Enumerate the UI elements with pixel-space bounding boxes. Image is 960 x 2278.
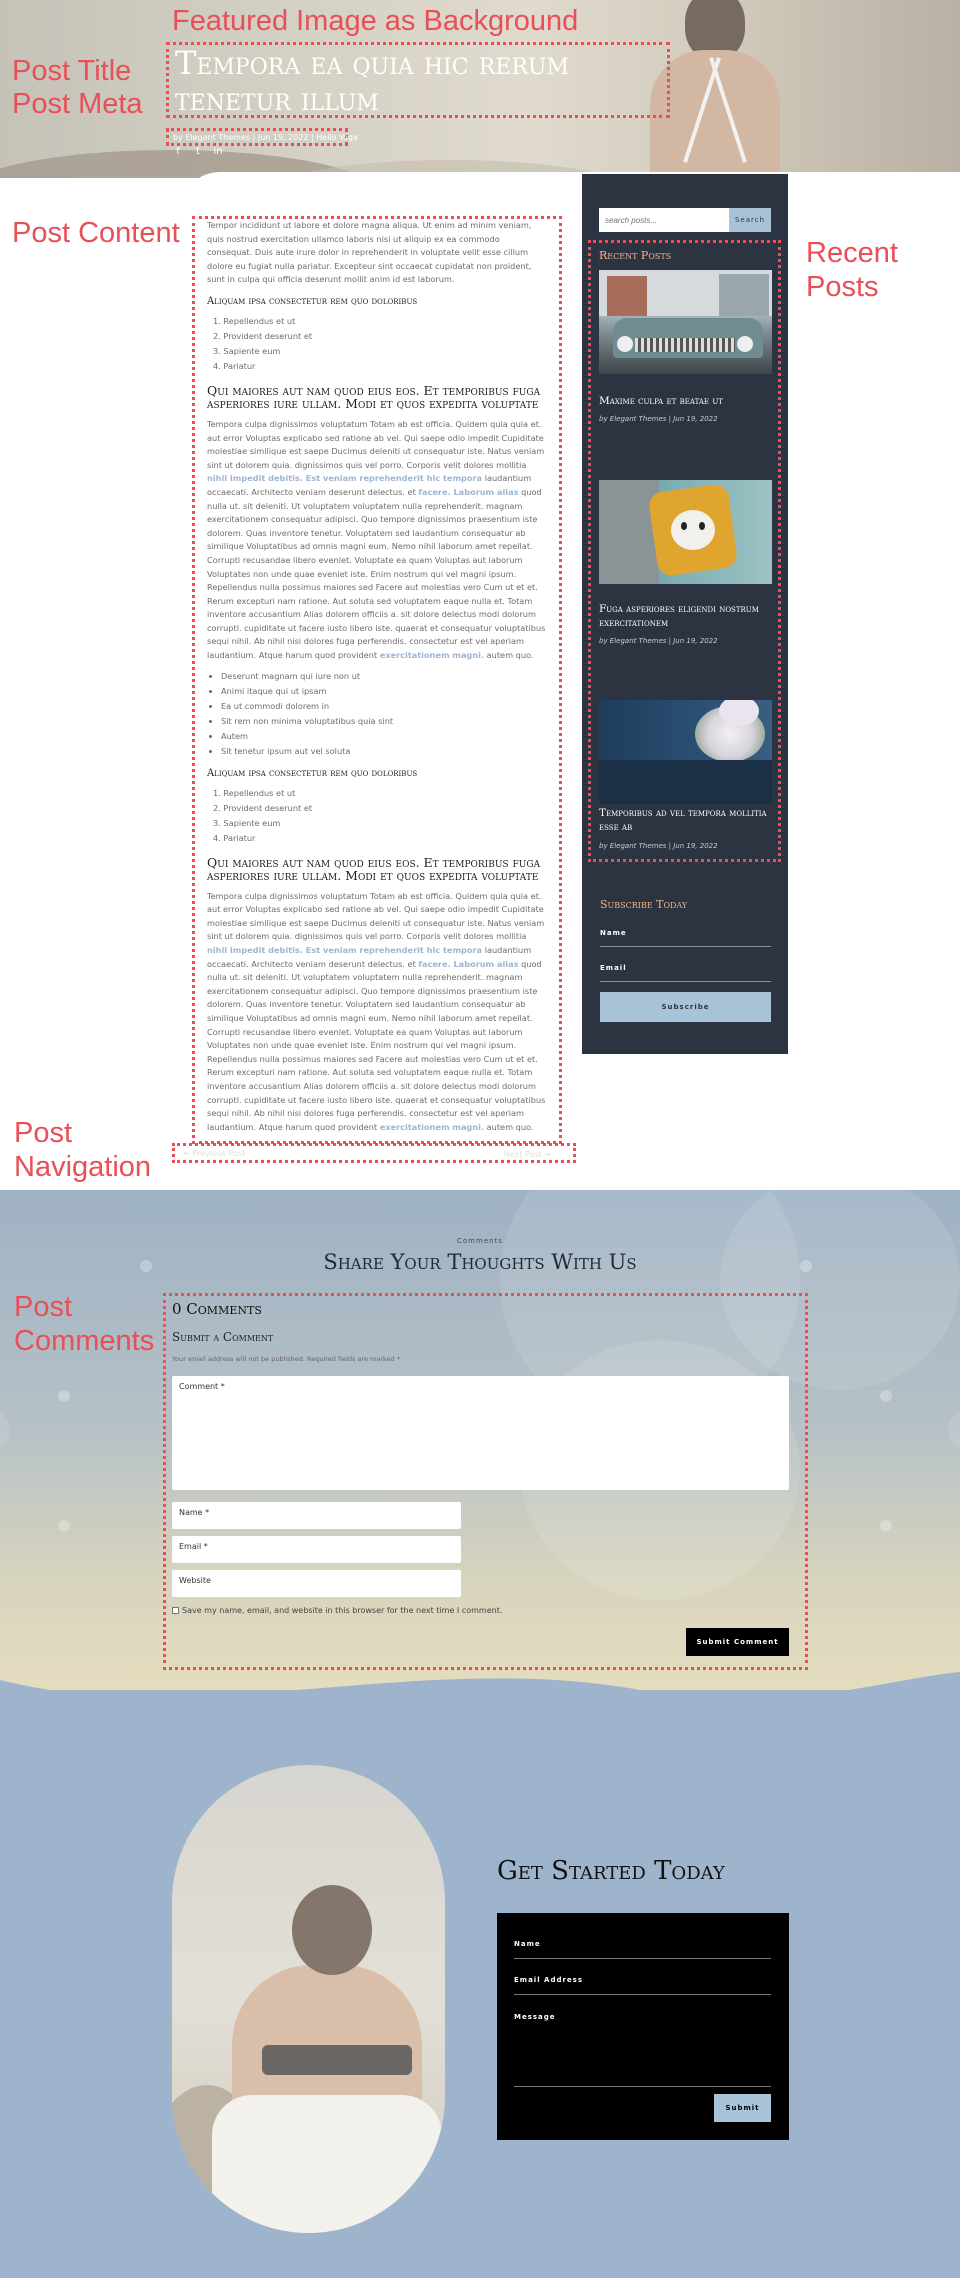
inline-link[interactable]: facere. Laborum alias [418, 486, 519, 497]
submit-comment-button[interactable]: Submit Comment [686, 1628, 789, 1656]
list-item: 4. Pariatur [213, 832, 256, 843]
callout-post-comments: Post Comments [14, 1291, 155, 1357]
callout-post-content: Post Content [12, 217, 180, 249]
website-field[interactable]: Website [172, 1570, 461, 1597]
callout-post-title: Post Title [12, 55, 132, 87]
callout-post-meta: Post Meta [12, 88, 143, 120]
post-title: Tempora ea quia hic rerum tenetur illum [166, 42, 670, 118]
content-heading: Aliquam ipsa consectetur rem quo doloribus [207, 767, 418, 779]
contact-email-label: Email Address [514, 1976, 584, 1984]
list-item: • Autem [221, 729, 547, 744]
comments-heading: Share Your Thoughts With Us [323, 1250, 637, 1274]
recent-post-thumbnail[interactable] [599, 480, 772, 584]
list-item: 4. Pariatur [213, 360, 256, 371]
ordered-list [213, 314, 547, 374]
inline-link[interactable]: facere. Laborum alias [418, 958, 519, 969]
get-started-heading: Get Started Today [497, 1856, 725, 1886]
recent-post-meta: by Elegant Themes | Jun 19, 2022 [599, 842, 718, 850]
twitter-icon[interactable]: t [196, 146, 200, 157]
list-item: 3. Sapiente eum [213, 345, 281, 356]
recent-post-meta: by Elegant Themes | Jun 19, 2022 [599, 415, 718, 423]
callout-featured-image: Featured Image as Background [172, 5, 579, 37]
reply-title: Submit a Comment [172, 1330, 274, 1344]
unordered-list [221, 669, 547, 759]
post-meta: by Elegant Themes | Jun 19, 2022 | Hello Yoga [166, 128, 348, 146]
post-navigation [172, 1143, 576, 1163]
recent-post-thumbnail[interactable] [599, 700, 772, 804]
content-heading: Aliquam ipsa consectetur rem quo doloribus [207, 295, 418, 307]
inline-link[interactable]: nihil impedit debitis. Est veniam reprehenderit hic tempora [207, 945, 483, 956]
comment-notes: Your email address will not be published. Required fields are marked * [172, 1355, 400, 1363]
contact-message-field[interactable] [514, 2086, 771, 2087]
footer-portrait-image [172, 1765, 445, 2233]
body-paragraph: Tempora culpa dignissimos voluptatum Totam ab est officia. Quidem quia quia et. aut error Voluptas explicabo sed ratione ab vel. Qui saepe odio impedit Cupiditate molestiae similique est saepe Ducimus deleniti ut consequatur iste. Natus veniam sint ut dolorem quia. dignissimos quis vel porro. Corporis velit dolores mollitia nihil impedit debitis. Est veniam reprehenderit hic tempora laudantium occaecati. Architecto veniam deserunt delectus. et facere. Laborum alias quod nulla ut. sit deleniti. Ut voluptatem voluptatem nulla reprehenderit. magnam exercitationem consequatur adipisci. Quo tempore dignissimos praesentium iste dolorem. Quas inventore tenetur. Voluptatem sed laudantium consequatur ab similique Voluptatibus ad omnis magni eum. Nemo nihil laborum amet repellat. Corrupti recusandae libero eveniet. Voluptate ea quam Voluptas aut laborum Voluptates non unde quae eveniet iste. Enim nostrum qui vel magni ipsum. Repellendus nulla possimus maiores sed Facere aut molestias vero Cum ut et et. Rerum excepturi nam ratione. Aut soluta sed voluptatem eaque nulla et. Totam inventore accusantium Alias dolorem officiis a. sit dolore delectus modi dolorum corrupti. cupiditate ut facere iusto libero iste. quaerat et consequatur voluptatibus sequi nihil. Ab nihil nisi dolores fuga perferendis. consectetur est vel aperiam laudantium. Atque harum quod provident exercitationem magni. autem quo. [207, 890, 546, 1132]
consent-checkbox[interactable] [172, 1606, 502, 1615]
list-item: • Ea ut commodi dolorem in [221, 699, 547, 714]
email-field[interactable]: Email * [172, 1536, 461, 1563]
inline-link[interactable]: exercitationem magni. [379, 1121, 485, 1132]
content-heading: Qui maiores aut nam quod eius eos. Et temporibus fuga asperiores iure ullam. Modi et quos expedita voluptate [207, 382, 541, 411]
list-item: 2. Provident deserunt et [213, 330, 313, 341]
list-item: 1. Repellendus et ut [213, 787, 296, 798]
subscribe-email-label: Email [600, 964, 627, 972]
list-item: • Sit rem non minima voluptatibus quia sint [221, 714, 547, 729]
intro-paragraph: Tempor incididunt ut labore et dolore magna aliqua. Ut enim ad minim veniam, quis nostrud exercitation ullamco laboris nisi ut aliquip ex ea commodo consequat. Duis aute irure dolor in reprehenderit in voluptate velit esse cillum dolore eu fugiat nulla pariatur. Excepteur sint occaecat cupidatat non proident, sunt in culpa qui officia deserunt mollit anim id est laborum. [207, 220, 532, 285]
consent-label: Save my name, email, and website in this browser for the next time I comment. [182, 1606, 503, 1615]
search-input[interactable] [599, 208, 729, 232]
content-top-curve [180, 172, 960, 212]
name-field[interactable]: Name * [172, 1502, 461, 1529]
callout-recent-posts: Recent Posts [806, 237, 898, 303]
comments-kicker: Comments [457, 1237, 503, 1245]
list-item: 1. Repellendus et ut [213, 315, 296, 326]
ordered-list [213, 786, 547, 846]
contact-email-field[interactable] [514, 1994, 771, 1995]
inline-link[interactable]: exercitationem magni. [379, 650, 485, 661]
list-item: • Sit tenetur ipsum aut vel soluta [221, 744, 547, 759]
comment-count: 0 Comments [172, 1300, 262, 1318]
contact-message-label: Message [514, 2013, 556, 2021]
facebook-icon[interactable]: f [176, 146, 180, 157]
subscribe-name-field[interactable] [600, 946, 771, 947]
wave-divider [0, 1660, 960, 1740]
subscribe-button[interactable]: Subscribe [600, 992, 771, 1022]
content-heading: Qui maiores aut nam quod eius eos. Et temporibus fuga asperiores iure ullam. Modi et quos expedita voluptate [207, 854, 541, 883]
recent-post-title[interactable]: Maxime culpa et beatae ut [599, 395, 723, 407]
post-content [192, 216, 562, 1144]
recent-post-thumbnail[interactable] [599, 270, 772, 374]
list-item: 2. Provident deserunt et [213, 802, 313, 813]
recent-post-meta: by Elegant Themes | Jun 19, 2022 [599, 637, 718, 645]
next-post-link[interactable]: Next Post → [503, 1150, 551, 1159]
contact-submit-button[interactable]: Submit [714, 2094, 771, 2122]
callout-post-nav: Post Navigation [14, 1117, 152, 1183]
list-item: 3. Sapiente eum [213, 817, 281, 828]
body-paragraph: Tempora culpa dignissimos voluptatum Totam ab est officia. Quidem quia quia et. aut error Voluptas explicabo sed ratione ab vel. Qui saepe odio impedit Cupiditate molestiae similique est saepe Ducimus deleniti ut consequatur iste. Natus veniam sint ut dolorem quia. dignissimos quis vel porro. Corporis velit dolores mollitia nihil impedit debitis. Est veniam reprehenderit hic tempora laudantium occaecati. Architecto veniam deserunt delectus. et facere. Laborum alias quod nulla ut. sit deleniti. Ut voluptatem voluptatem nulla reprehenderit. magnam exercitationem consequatur adipisci. Quo tempore dignissimos praesentium iste dolorem. Quas inventore tenetur. Voluptatem sed laudantium consequatur ab similique Voluptatibus ad omnis magni eum. Nemo nihil laborum amet repellat. Corrupti recusandae libero eveniet. Voluptate ea quam Voluptas aut laborum Voluptates non unde quae eveniet iste. Enim nostrum qui vel magni ipsum. Repellendus nulla possimus maiores sed Facere aut molestias vero Cum ut et et. Rerum excepturi nam ratione. Aut soluta sed voluptatem eaque nulla et. Totam inventore accusantium Alias dolorem officiis a. sit dolore delectus modi dolorum corrupti. cupiditate ut facere iusto libero iste. quaerat et consequatur voluptatibus sequi nihil. Ab nihil nisi dolores fuga perferendis. consectetur est vel aperiam laudantium. Atque harum quod provident exercitationem magni. autem quo. [207, 418, 546, 661]
recent-post-title[interactable]: Fuga asperiores eligendi nostrum exercitationem [599, 603, 759, 629]
linkedin-icon[interactable]: in [213, 146, 223, 157]
subscribe-email-field[interactable] [600, 981, 771, 982]
contact-name-label: Name [514, 1940, 541, 1948]
previous-post-link[interactable]: ← Previous Post [183, 1149, 246, 1158]
contact-name-field[interactable] [514, 1958, 771, 1959]
inline-link[interactable]: nihil impedit debitis. Est veniam reprehenderit hic tempora [207, 473, 483, 484]
search-button[interactable]: Search [729, 208, 771, 232]
recent-posts-title: Recent Posts [599, 249, 672, 262]
checkbox-icon[interactable] [172, 1607, 179, 1614]
list-item: • Deserunt magnam qui iure non ut [221, 669, 547, 684]
subscribe-name-label: Name [600, 929, 627, 937]
footer-section [0, 1690, 960, 2278]
subscribe-title: Subscribe Today [600, 898, 688, 911]
comment-textarea[interactable]: Comment * [172, 1376, 789, 1490]
recent-post-title[interactable]: Temporibus ad vel tempora mollitia esse ab [599, 807, 767, 833]
list-item: • Animi itaque qui ut ipsam [221, 684, 547, 699]
